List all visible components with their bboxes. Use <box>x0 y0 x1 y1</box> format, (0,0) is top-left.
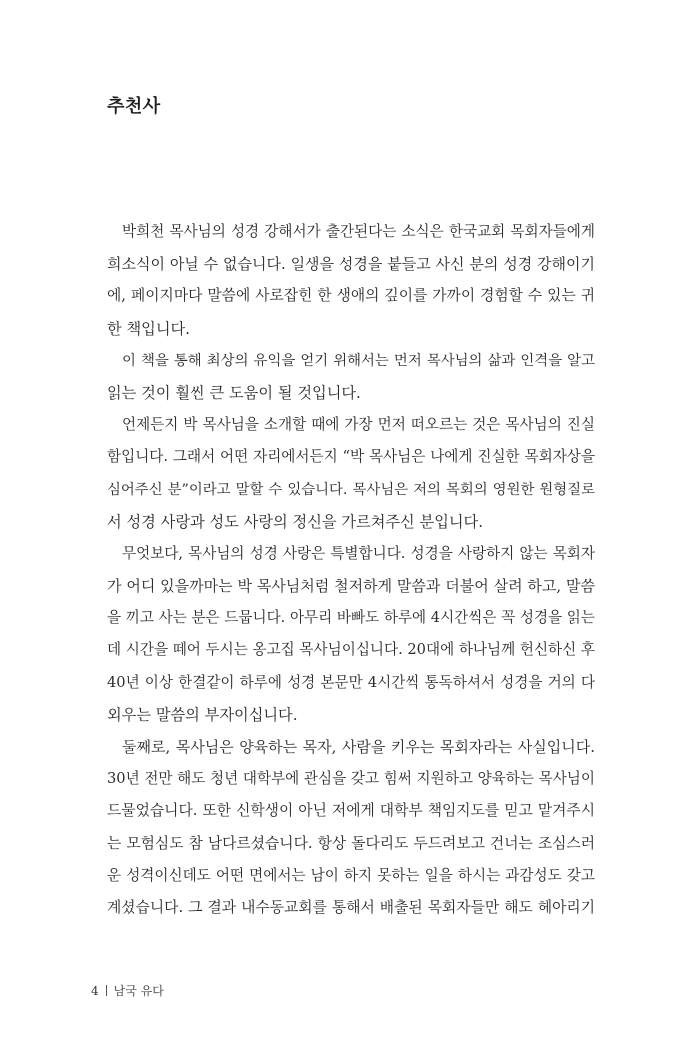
text-line: 계셨습니다. 그 결과 내수동교회를 통해서 배출된 목회자들만 해도 헤아리기 <box>107 898 595 916</box>
text-line: 30년 전만 해도 청년 대학부에 관심을 갖고 힘써 지원하고 양육하는 목사님이 <box>107 770 595 788</box>
running-title: 남국 유다 <box>113 984 164 998</box>
text-line: 에, 페이지마다 말씀에 사로잡힌 한 생애의 깊이를 가까이 경험할 수 있는 귀 <box>107 287 595 305</box>
text-line: 을 끼고 사는 분은 드뭅니다. 아무리 바빠도 하루에 4시간씩은 꼭 성경을 읽는 <box>107 609 595 627</box>
footer-separator <box>106 985 107 996</box>
text-line: 심어주신 분”이라고 말할 수 있습니다. 목사님은 저의 목회의 영원한 원형질로 <box>107 481 595 498</box>
text-line: 둘째로, 목사님은 양육하는 목자, 사람을 키우는 목회자라는 사실입니다. <box>122 738 595 756</box>
text-line: 데 시간을 떼어 두시는 옹고집 목사님이십니다. 20대에 하나님께 헌신하신 후 <box>107 641 595 659</box>
page-number: 4 <box>91 983 99 998</box>
text-line: 희소식이 아닐 수 없습니다. 일생을 성경을 붙들고 사신 분의 성경 강해이기 <box>107 255 595 274</box>
text-line: 박희천 목사님의 성경 강해서가 출간된다는 소식은 한국교회 목회자들에게 <box>122 223 595 240</box>
page-footer <box>91 982 164 999</box>
text-line: 드물었습니다. 또한 신학생이 아닌 저에게 대학부 책임지도를 믿고 맡겨주시 <box>107 802 595 820</box>
text-line: 함입니다. 그래서 어떤 자리에서든지 “박 목사님은 나에게 진실한 목회자상을 <box>107 448 595 466</box>
text-line: 무엇보다, 목사님의 성경 사랑은 특별합니다. 성경을 사랑하지 않는 목회자 <box>122 544 595 562</box>
text-line: 읽는 것이 훨씬 큰 도움이 될 것입니다. <box>107 383 361 402</box>
text-line: 40년 이상 한결같이 하루에 성경 본문만 4시간씩 통독하셔서 성경을 거의 다 <box>107 673 595 691</box>
body-text <box>107 216 595 924</box>
text-line: 언제든지 박 목사님을 소개할 때에 가장 먼저 떠오르는 것은 목사님의 진실 <box>122 416 595 434</box>
text-line: 운 성격이신데도 어떤 면에서는 남이 하지 못하는 일을 하시는 과감성도 갖고 <box>107 866 595 884</box>
text-line: 외우는 말씀의 부자이십니다. <box>107 705 298 724</box>
text-line: 가 어디 있을까마는 박 목사님처럼 철저하게 말씀과 더불어 살려 하고, 말씀 <box>107 577 595 596</box>
text-line: 서 성경 사랑과 성도 사랑의 정신을 가르쳐주신 분입니다. <box>107 512 484 531</box>
text-line: 는 모험심도 참 남다르셨습니다. 항상 돌다리도 두드려보고 건너는 조심스러 <box>107 834 595 852</box>
section-heading: 추천사 <box>107 96 161 117</box>
text-line: 한 책입니다. <box>107 319 191 338</box>
text-line: 이 책을 통해 최상의 유익을 얻기 위해서는 먼저 목사님의 삶과 인격을 알고 <box>122 352 595 369</box>
